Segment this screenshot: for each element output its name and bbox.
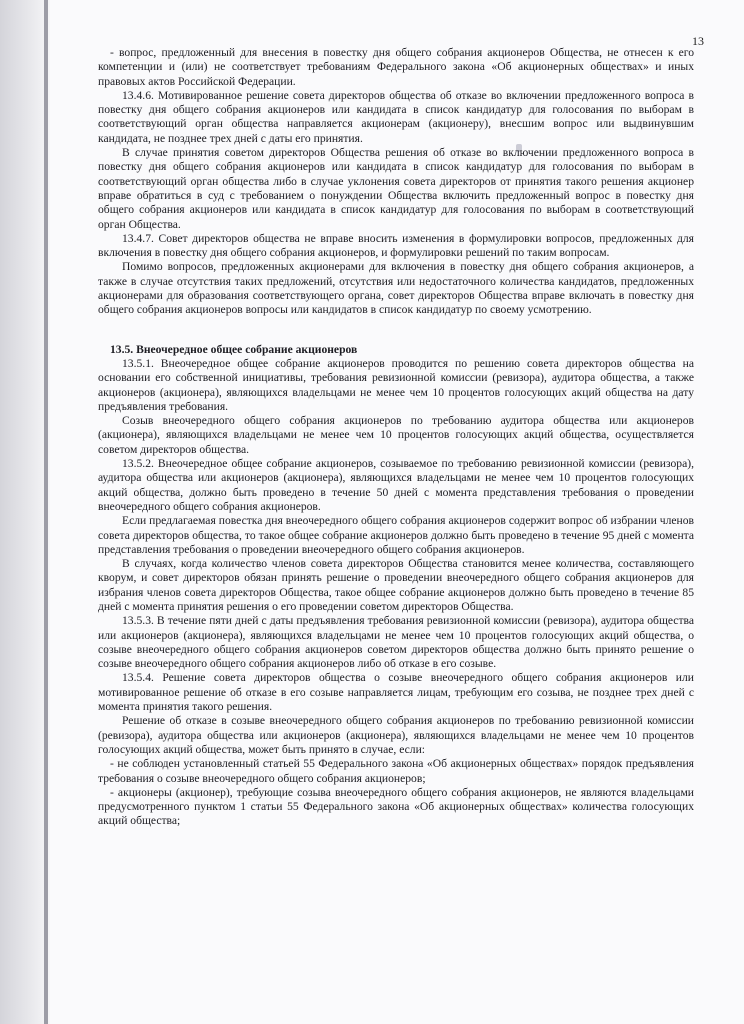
paragraph: В случаях, когда количество членов совета директоров Общества становится менее количества, составляющего кворум, и совет директоров обязан принять решение о проведении внеочередного общего собрания акционеров для избрания членов совета директоров Общества, такое общее собрание акционеров должно быть проведено в течение 85 дней с момента принятия решения о его проведении советом директоров Общества. bbox=[98, 557, 694, 613]
binding-shadow bbox=[0, 0, 50, 1024]
binding-edge bbox=[44, 0, 48, 1024]
paragraph: Помимо вопросов, предложенных акционерами для включения в повестку дня общего собрания акционеров, а также в случае отсутствия таких предложений, отсутствия или недостаточного количества кандидатов, предложенных акционерами для образования соответствующего органа, совет директоров Общества вправе включать в повестку дня общего собрания акционеров вопросы или кандидатов в список кандидатур по своему усмотрению. bbox=[98, 260, 694, 317]
paragraph: Созыв внеочередного общего собрания акционеров по требованию аудитора общества или акционеров (акционера), являющихся владельцами не менее чем 10 процентов голосующих акций общества, осуществляется советом директоров общества. bbox=[98, 414, 694, 456]
list-item: - не соблюден установленный статьей 55 Федерального закона «Об акционерных обществах» порядок предъявления требования о созыве внеочередного общего собрания акционеров; bbox=[98, 757, 694, 785]
paragraph: 13.4.7. Совет директоров общества не вправе вносить изменения в формулировки вопросов, предложенных для включения в повестку дня общего собрания акционеров, и формулировки решений по таким вопросам. bbox=[98, 231, 694, 260]
paragraph: В случае принятия советом директоров Общества решения об отказе во включении предложенного вопроса в повестку дня общего собрания акционеров или кандидата в список кандидатур для голосования по выборам в соответствующий орган общества либо в случае уклонения совета директоров от принятия такого решения акционер вправе обратиться в суд с требованием о понуждении Общества включить предложенный вопрос в повестку дня общего собрания акционеров или кандидата в список кандидатур для голосования по выборам в соответствующий орган Общества. bbox=[98, 146, 694, 231]
paragraph: Если предлагаемая повестка дня внеочередного общего собрания акционеров содержит вопрос об избрании членов совета директоров общества, то такое общее собрание акционеров должно быть проведено в течение 95 дней с момента представления требования о проведении внеочередного общего собрания акционеров. bbox=[98, 514, 694, 556]
paragraph: 13.4.6. Мотивированное решение совета директоров общества об отказе во включении предложенного вопроса в повестку дня общего собрания акционеров или кандидата в список кандидатур для голосования по выборам в соответствующий орган общества направляется акционерам (акционеру), внесшим вопрос или выдвинувшим кандидата, не позднее трех дней с даты его принятия. bbox=[98, 88, 694, 145]
section-heading: 13.5. Внеочередное общее собрание акционеров bbox=[110, 342, 358, 356]
paragraph: 13.5.3. В течение пяти дней с даты предъявления требования ревизионной комиссии (ревизора), аудитора общества или акционеров (акционера), являющихся владельцами не менее чем 10 процентов голосующих акций общества, о созыве внеочередного общего собрания акционеров советом директоров общества должно быть принято решение о созыве внеочередного общего собрания акционеров либо об отказе в его созыве. bbox=[98, 614, 694, 671]
page-number: 13 bbox=[692, 34, 704, 48]
list-item: - акционеры (акционер), требующие созыва внеочередного общего собрания акционеров, не являются владельцами предусмотренного пунктом 1 статьи 55 Федерального закона «Об акционерных обществах» количества голосующих акций общества; bbox=[98, 785, 694, 828]
paragraph: Решение об отказе в созыве внеочередного общего собрания акционеров по требованию ревизионной комиссии (ревизора), аудитора общества или акционеров (акционера), являющихся владельцами не менее чем 10 процентов голосующих акций общества, может быть принято в случае, если: bbox=[98, 714, 694, 756]
document-body bbox=[98, 46, 694, 829]
paragraph: 13.5.1. Внеочередное общее собрание акционеров проводится по решению совета директоров общества на основании его собственной инициативы, требования ревизионной комиссии (ревизора), аудитора общества, а также акционеров (акционера), являющихся владельцами не менее чем 10 процентов голосующих акций общества на дату предъявления требования. bbox=[98, 356, 694, 413]
paragraph: - вопрос, предложенный для внесения в повестку дня общего собрания акционеров Общества, не отнесен к его компетенции и (или) не соответствует требованиям Федерального закона «Об акционерных обществах» и иных правовых актов Российской Федерации. bbox=[98, 46, 694, 88]
paragraph: 13.5.4. Решение совета директоров общества о созыве внеочередного общего собрания акционеров или мотивированное решение об отказе в его созыве направляется лицам, требующим его созыва, не позднее трех дней с момента принятия такого решения. bbox=[98, 671, 694, 714]
paragraph: 13.5.2. Внеочередное общее собрание акционеров, созываемое по требованию ревизионной комиссии (ревизора), аудитора общества или акционеров (акционера), являющихся владельцами не менее чем 10 процентов голосующих акций общества, должно быть проведено в течение 50 дней с момента представления требования о проведении внеочередного общего собрания акционеров. bbox=[98, 457, 694, 513]
